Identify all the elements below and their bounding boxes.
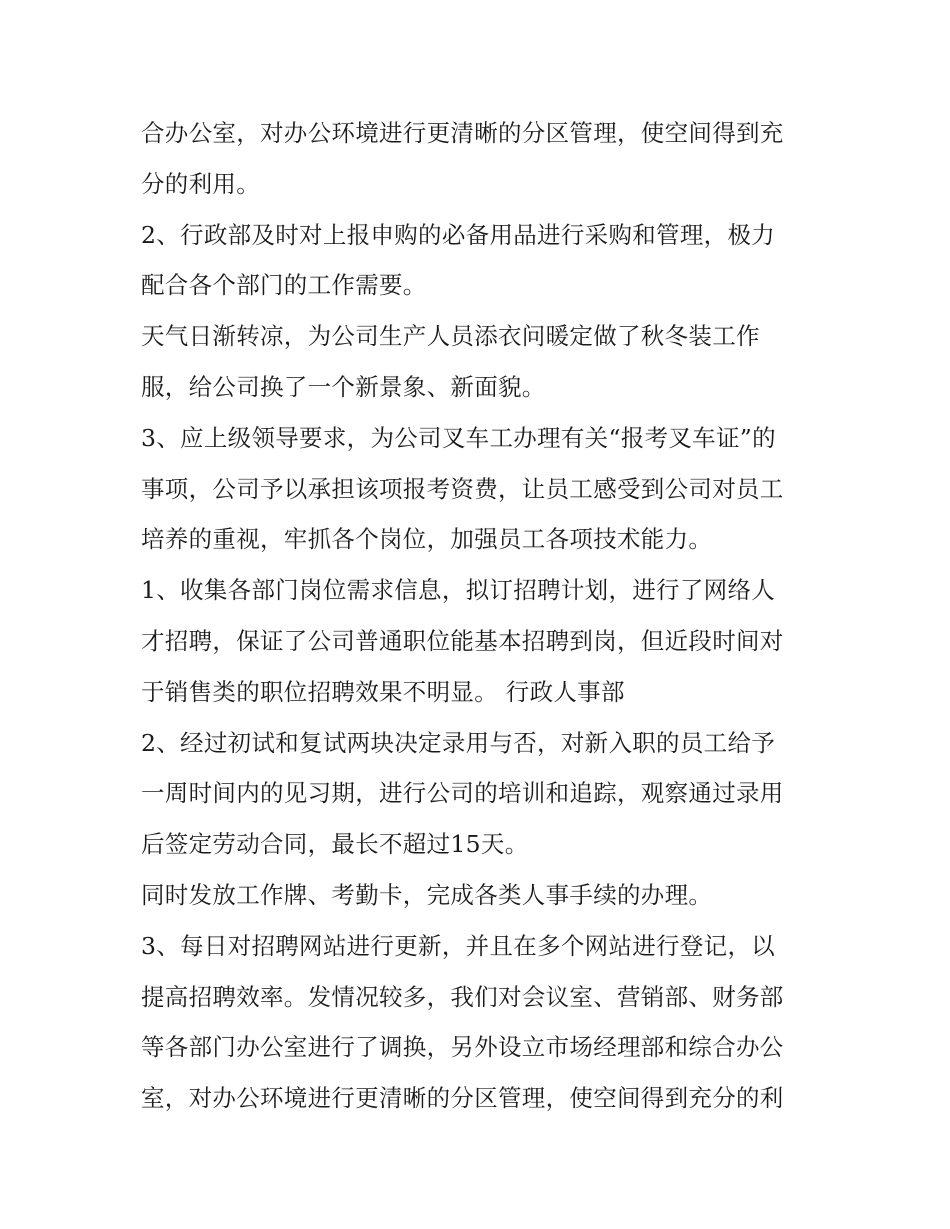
text-line: 3、应上级领导要求，为公司叉车工办理有关“报考叉车证”的 [141, 423, 776, 452]
text-line: 事项，公司予以承担该项报考资费，让员工感受到公司对员工 [141, 474, 784, 503]
text-line: 配合各个部门的工作需要。 [141, 271, 427, 300]
text-line: 2、行政部及时对上报申购的必备用品进行采购和管理，极力 [141, 220, 776, 249]
document-body [141, 108, 821, 1124]
text-line: 天气日渐转凉，为公司生产人员添衣问暖定做了秋冬装工作 [141, 322, 760, 351]
text-line: 后签定劳动合同，最长不超过15天。 [141, 830, 529, 859]
text-line: 一周时间内的见习期，进行公司的培训和追踪，观察通过录用 [141, 779, 784, 808]
text-line: 培养的重视，牢抓各个岗位，加强员工各项技术能力。 [141, 525, 713, 554]
text-line: 3、每日对招聘网站进行更新，并且在多个网站进行登记，以 [141, 931, 776, 960]
text-line: 服，给公司换了一个新景象、新面貌。 [141, 372, 546, 401]
text-line: 同时发放工作牌、考勤卡，完成各类人事手续的办理。 [141, 880, 713, 909]
text-line: 等各部门办公室进行了调换，另外设立市场经理部和综合办公 [141, 1033, 784, 1062]
text-line: 于销售类的职位招聘效果不明显。 行政人事部 [141, 677, 625, 706]
text-line: 分的利用。 [141, 169, 260, 198]
text-line: 2、经过初试和复试两块决定录用与否，对新入职的员工给予 [141, 728, 776, 757]
text-line: 才招聘，保证了公司普通职位能基本招聘到岗，但近段时间对 [141, 626, 784, 655]
text-line: 合办公室，对办公环境进行更清晰的分区管理，使空间得到充 [141, 119, 784, 147]
text-line: 提高招聘效率。发情况较多，我们对会议室、营销部、财务部 [141, 982, 784, 1011]
text-line: 室，对办公环境进行更清晰的分区管理，使空间得到充分的利 [141, 1084, 784, 1113]
text-line: 1、收集各部门岗位需求信息，拟订招聘计划，进行了网络人 [141, 576, 776, 605]
